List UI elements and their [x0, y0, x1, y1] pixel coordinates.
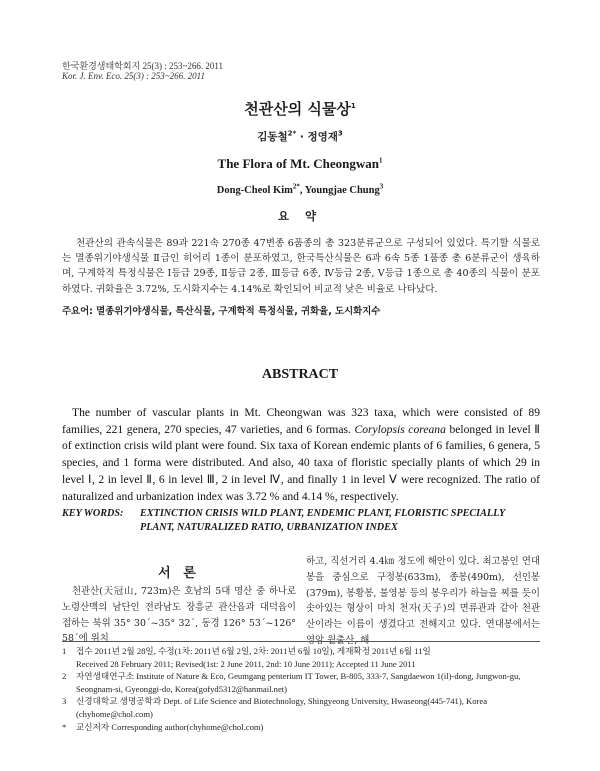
- author-2-ko-mark: 3: [337, 129, 343, 138]
- footnote-item: [62, 670, 542, 695]
- keywords-korean: 주요어: 멸종위기야생식물, 특산식물, 구계학적 특정식물, 귀화율, 도시화지수: [62, 306, 381, 317]
- footnote-text: 교신저자 Corresponding author(chyhome@chol.com): [76, 721, 264, 732]
- footnote-mark: [62, 658, 76, 671]
- author-1-en-mark: 2*: [292, 182, 300, 191]
- footnote-text: 자연생태연구소 Institute of Nature & Eco, Geumgang penterium IT Tower, B-805, 333-7, Sangdaewon 1(il)-dong, Jungwon-gu, Seongnam-si, Gyeonggi-do, Korea(gofyd5312@hanmail.net): [76, 671, 521, 694]
- footnote-mark: *: [62, 721, 67, 732]
- author-1-ko: 김동철: [257, 131, 288, 143]
- author-2-en: , Youngjae Chung: [299, 185, 380, 196]
- intro-heading: 서 론: [158, 566, 200, 581]
- footnote-mark: 3: [62, 696, 67, 707]
- author-2-ko: · 정영재: [296, 131, 338, 143]
- author-1-ko-mark: 2*: [287, 129, 297, 138]
- footnote-text: 신경대학교 생명공학과 Dept. of Life Science and Biotechnology, Shingyeong University, Hwaseong(445-741), Korea (chyhome@chol.com): [76, 696, 488, 719]
- keywords-en-label: KEY WORDS:: [62, 508, 124, 519]
- footnote-item: [62, 695, 542, 720]
- title-korean-text: 천관산의 식물상: [244, 100, 351, 118]
- footnotes: [62, 645, 542, 733]
- author-1-en: Dong-Cheol Kim: [216, 185, 293, 196]
- abstract-english: [62, 405, 540, 505]
- keywords-en-line1: EXTINCTION CRISIS WILD PLANT, ENDEMIC PLANT, FLORISTIC SPECIALLY: [140, 508, 506, 519]
- footnote-item: [62, 658, 542, 671]
- footnote-text: Received 28 February 2011; Revised(1st: 2 June 2011, 2nd: 10 June 2011); Accepted 11 June 2011: [76, 658, 416, 669]
- keywords-en-line2: PLANT, NATURALIZED RATIO, URBANIZATION INDEX: [140, 522, 398, 533]
- journal-citation-ko: 한국환경생태학회지 25(3) : 253~266. 2011: [62, 61, 224, 71]
- authors-korean: [0, 129, 600, 144]
- keywords-english: [62, 507, 542, 535]
- title-english-text: The Flora of Mt. Cheongwan: [217, 156, 379, 171]
- summary-heading-ko: 요 약: [277, 209, 323, 223]
- title-english: [0, 156, 600, 172]
- abstract-en-part2: belonged in level Ⅱ of extinction crisis wild plant were found. Six taxa of Korean endemic plants of 6 families, 6 genera, 5 species, and 1 forma were distributed. And also, 40 taxa of floristic specially plants of which 29 in level Ⅰ, 2 in level Ⅱ, 6 in level Ⅲ, 2 in level Ⅳ, and finally 1 in level Ⅴ were recognized. The ratio of naturalized and urbanization index was 3.72 % and 4.14 %, respectively.: [62, 422, 540, 503]
- title-english-footnote-mark: 1: [378, 156, 383, 165]
- abstract-heading: ABSTRACT: [261, 367, 339, 382]
- footnote-text: 접수 2011년 2월 28일, 수정(1차: 2011년 6월 2일, 2차: 2011년 6월 10일), 게재확정 2011년 6월 11일: [76, 646, 431, 656]
- abstract-en-species: Corylopsis coreana: [354, 422, 446, 436]
- title-korean: [0, 98, 600, 119]
- author-2-en-mark: 3: [379, 182, 384, 191]
- footnote-mark: 1: [62, 646, 67, 656]
- footnote-item: [62, 645, 542, 658]
- authors-english: [0, 182, 600, 196]
- footnote-mark: 2: [62, 671, 67, 682]
- abstract-korean: 천관산의 관속식물은 89과 221속 270종 47변종 6품종의 총 323분류군으로 구성되어 있었다. 특기할 식물로는 멸종위기야생식물 Ⅱ급인 히어리 1종이 분포하였고, 한국특산식물은 6과 6속 5종 1품종 총 6분류군이 생육하며, 구계학적 특정식물은 Ⅰ등급 29종, Ⅱ등급 2종, Ⅲ등급 6종, Ⅳ등급 2종, Ⅴ등급 1종으로 총 40종의 식물이 분포하였다. 귀화율은 3.72%, 도시화지수는 4.14%로 확인되어 비교적 낮은 비율로 나타났다.: [62, 238, 540, 295]
- intro-left-column: 천관산(天冠山, 723m)은 호남의 5대 명산 중 하나로 노령산맥의 남단인 전라남도 장흥군 관산읍과 대덕읍이 접하는 북위 35° 30´~35° 32´, 동경 126° 53´~126° 58´에 위치: [62, 586, 296, 645]
- footnote-item: [62, 721, 542, 734]
- footnote-divider: [62, 641, 540, 642]
- journal-citation-en: Kor. J. Env. Eco. 25(3) : 253~266. 2011: [62, 71, 206, 81]
- title-korean-footnote-mark: 1: [350, 102, 356, 110]
- abstract-en-part1: The number of vascular plants in Mt. Cheongwan was 323 taxa, which were consisted of 89 families, 221 genera, 270 species, 47 varieties, and 6 formas.: [62, 406, 540, 436]
- intro-right-column: 하고, 직선거리 4.4㎞ 정도에 해안이 있다. 최고봉인 연대봉을 중심으로 구정봉(633m), 종봉(490m), 선인봉(379m), 봉황봉, 불영봉 등의 봉우리가 하늘을 찌를 듯이 솟아있는 형상이 마치 천자(天子)의 면류관과 같아 천관산이라는 이름이 생겼다고 전해지고 있다. 연대봉에서는 영암 월출산, 해: [306, 556, 540, 646]
